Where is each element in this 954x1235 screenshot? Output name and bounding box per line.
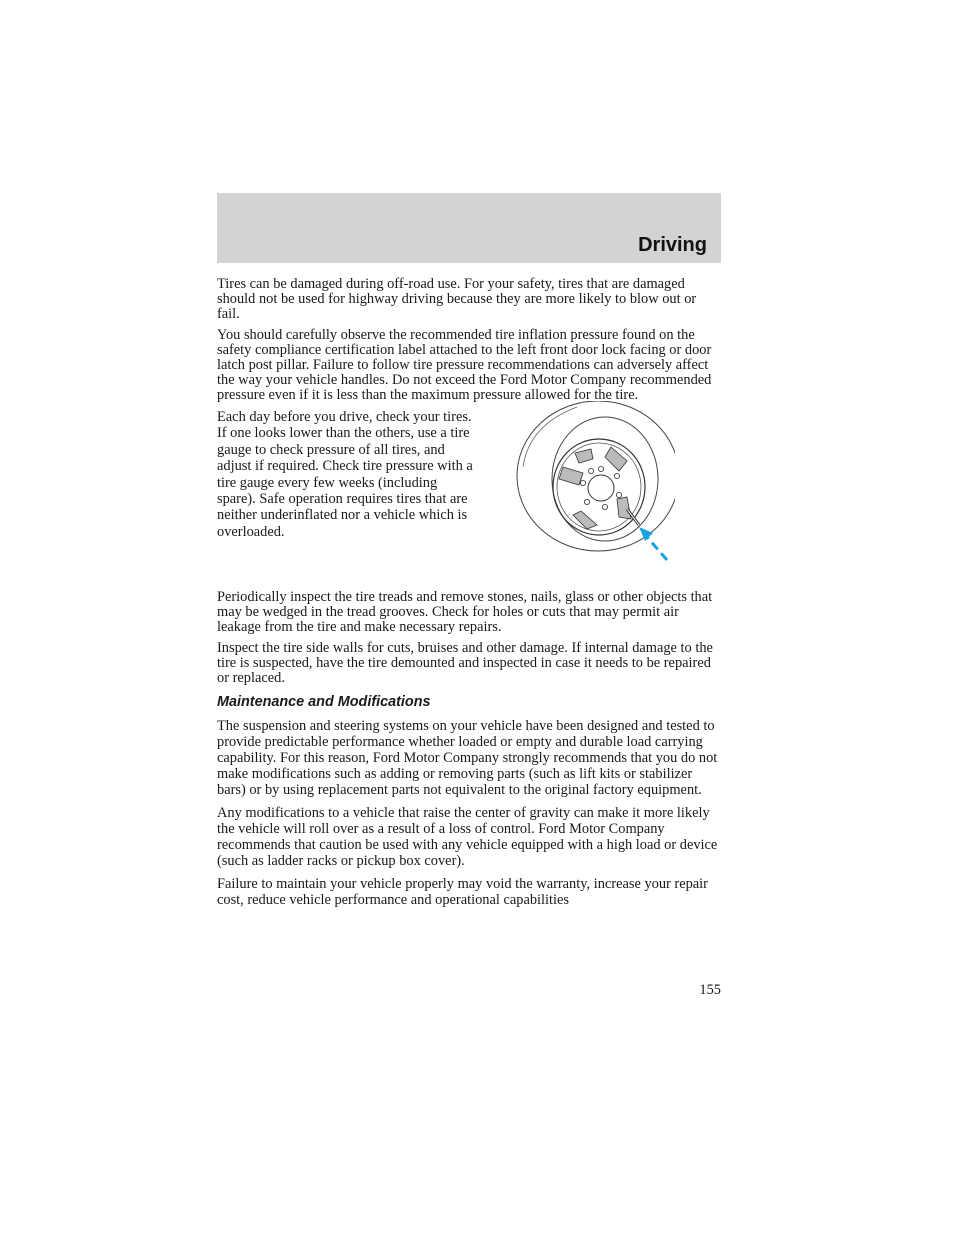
daily-check-block xyxy=(217,409,721,582)
page-content xyxy=(217,277,721,915)
paragraph-suspension-design: The suspension and steering systems on your vehicle have been designed and tested to provide predictable performance whether loaded or empty and durable load carrying capability. For this reason, Ford Motor Company strongly recommends that you do not make modifications such as adding or removing parts (such as lift kits or stabilizer bars) or by using replacement parts not equivalent to the original factory equipment. xyxy=(217,718,718,798)
paragraph-warranty: Failure to maintain your vehicle properly may void the warranty, increase your repair cost, reduce vehicle performance and operational capabilities xyxy=(217,876,708,908)
manual-page xyxy=(217,193,721,998)
paragraph-tread-inspection: Periodically inspect the tire treads and remove stones, nails, glass or other objects that may be wedged in the tread grooves. Check for holes or cuts that may permit air leakage from the tire and make necessary repairs. xyxy=(217,589,713,635)
paragraph-inflation-pressure: You should carefully observe the recommended tire inflation pressure found on the safety compliance certification label attached to the left front door lock facing or door latch post pillar. Failure to follow tire pressure recommendations can adversely affect the way your vehicle handles. Do not exceed the Ford Motor Company recommended pressure even if it is less than the maximum pressure allowed for the tire. xyxy=(217,327,712,403)
paragraph-offroad-damage: Tires can be damaged during off-road use. For your safety, tires that are damaged should not be used for highway driving because they are more likely to blow out or fail. xyxy=(217,276,697,322)
page-number: 155 xyxy=(699,982,721,998)
section-title: Driving xyxy=(638,234,707,256)
paragraph-sidewall-inspection: Inspect the tire side walls for cuts, bruises and other damage. If internal damage to the tire is suspected, have the tire demounted and inspected in case it needs to be repaired or replaced. xyxy=(217,640,713,686)
maintenance-section xyxy=(217,694,721,908)
paragraph-center-of-gravity: Any modifications to a vehicle that raise the center of gravity can make it more likely the vehicle will roll over as a result of a loss of control. Ford Motor Company recommends that caution be used with any vehicle equipped with a high load or device (such as ladder racks or pickup box cover). xyxy=(217,805,718,869)
tire-valve-stem-icon xyxy=(515,401,675,566)
section-header-band xyxy=(217,193,721,263)
paragraph-daily-check: Each day before you drive, check your tires. If one looks lower than the others, use a tire gauge to check pressure of all tires, and adjust if required. Check tire pressure with a tire gauge every few weeks (including spare). Safe operation requires tires that are neither underinflated nor a vehicle which is overloaded. xyxy=(217,409,473,540)
maintenance-heading: Maintenance and Modifications xyxy=(217,694,431,710)
